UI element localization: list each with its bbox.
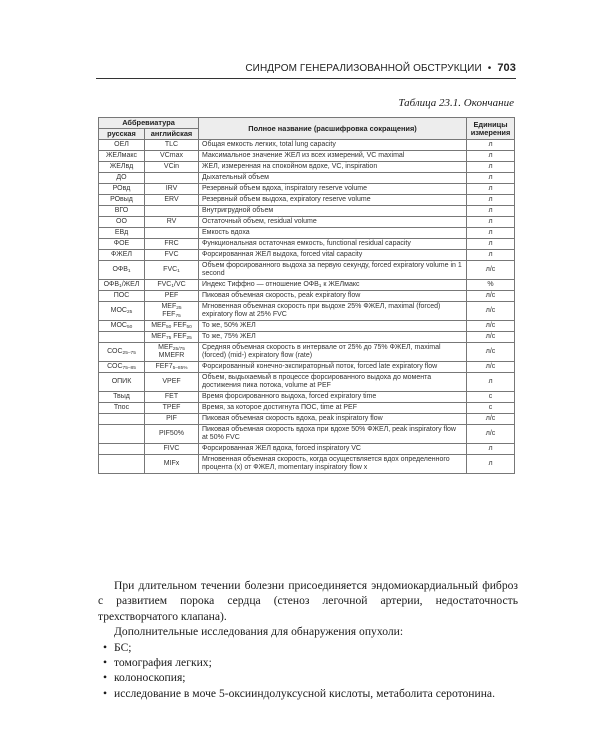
cell-russian: $СОС_{25-75}$ [99, 343, 145, 362]
cell-russian: ФОЕ [99, 239, 145, 250]
cell-unit: л/с [467, 414, 515, 425]
header-bullet: • [487, 63, 492, 74]
cell-unit: л/с [467, 302, 515, 321]
table-row [99, 280, 515, 291]
cell-full-name: Внутригрудной объем [199, 206, 467, 217]
cell-unit: л [467, 455, 515, 474]
header-abbreviation: Аббревиатура [99, 118, 199, 129]
cell-russian: ФЖЕЛ [99, 250, 145, 261]
table-row [99, 343, 515, 362]
table-row [99, 373, 515, 392]
cell-unit: л/с [467, 261, 515, 280]
table-row [99, 332, 515, 343]
cell-english [145, 206, 199, 217]
table-row [99, 195, 515, 206]
list-item: • томография легких; [103, 656, 212, 670]
header-units: Единицы измерения [467, 118, 515, 140]
cell-full-name: Объем, выдыхаемый в процессе форсированного выдоха до момента достижения пика потока, volume at PEF [199, 373, 467, 392]
cell-full-name: Дыхательный объем [199, 173, 467, 184]
cell-unit: л/с [467, 425, 515, 444]
cell-russian: $ОФВ_1$/ЖЕЛ [99, 280, 145, 291]
table-row [99, 228, 515, 239]
cell-full-name: Резервный объем вдоха, inspiratory reserve volume [199, 184, 467, 195]
cell-russian: ВГО [99, 206, 145, 217]
cell-unit: л [467, 373, 515, 392]
cell-unit: л/с [467, 291, 515, 302]
cell-english: $FVC_1$ [145, 261, 199, 280]
list-item: • исследование в моче 5-оксииндолуксусной кислоты, метаболита серотонина. [103, 686, 495, 700]
table-row [99, 362, 515, 373]
cell-english: $MEF_{50}$ $FEF_{50}$ [145, 321, 199, 332]
cell-english: TLC [145, 140, 199, 151]
cell-english: FET [145, 392, 199, 403]
cell-russian: ЖЕЛмакс [99, 151, 145, 162]
cell-full-name: Пиковая объемная скорость вдоха, peak inspiratory flow [199, 414, 467, 425]
table-row [99, 392, 515, 403]
header-rule [96, 78, 516, 79]
table-row [99, 261, 515, 280]
cell-russian: РОвыд [99, 195, 145, 206]
cell-russian: ЕВд [99, 228, 145, 239]
cell-full-name: Время, за которое достигнута ПОС, time at PEF [199, 403, 467, 414]
cell-unit: с [467, 392, 515, 403]
cell-english: $MEF_{25/75}$ MMEFR [145, 343, 199, 362]
cell-full-name: Максимальное значение ЖЕЛ из всех измерений, VC maximal [199, 151, 467, 162]
cell-english: VPEF [145, 373, 199, 392]
cell-russian: ДО [99, 173, 145, 184]
cell-russian: $СОС_{75-85}$ [99, 362, 145, 373]
table-row [99, 425, 515, 444]
cell-english: PEF [145, 291, 199, 302]
cell-full-name: Мгновенная объемная скорость при выдохе 25% ФЖЕЛ, maximal (forced) expiratory flow at 25% FVC [199, 302, 467, 321]
table-caption: Таблица 23.1. Окончание [398, 97, 514, 109]
cell-russian [99, 414, 145, 425]
cell-unit: л/с [467, 362, 515, 373]
cell-full-name: Пиковая объемная скорость, peak expiratory flow [199, 291, 467, 302]
cell-english: $MEF_{75}$ $FEF_{25}$ [145, 332, 199, 343]
cell-russian: ЖЕЛвд [99, 162, 145, 173]
abbreviation-table [98, 117, 515, 474]
table-row [99, 184, 515, 195]
cell-english: PIF [145, 414, 199, 425]
cell-english: $FVC_1/VC$ [145, 280, 199, 291]
header-english: английская [145, 129, 199, 140]
cell-full-name: Объем форсированного выдоха за первую секунду, forced expiratory volume in 1 second [199, 261, 467, 280]
cell-russian: ПОС [99, 291, 145, 302]
cell-russian [99, 455, 145, 474]
cell-unit: с [467, 403, 515, 414]
cell-russian: $ОФВ_1$ [99, 261, 145, 280]
cell-unit: л [467, 206, 515, 217]
cell-full-name: Время форсированного выдоха, forced expiratory time [199, 392, 467, 403]
cell-unit: л [467, 250, 515, 261]
cell-english: $FEF7_{5-85\%}$ [145, 362, 199, 373]
paragraph: Дополнительные исследования для обнаружения опухоли: [114, 625, 404, 639]
cell-english [145, 228, 199, 239]
cell-full-name: ЖЕЛ, измеренная на спокойном вдохе, VC, inspiration [199, 162, 467, 173]
cell-full-name: Форсированная ЖЕЛ вдоха, forced inspiratory VC [199, 444, 467, 455]
table-row [99, 250, 515, 261]
table-row [99, 162, 515, 173]
cell-english: ERV [145, 195, 199, 206]
bullet-mark: • [103, 686, 108, 700]
cell-unit: л [467, 173, 515, 184]
cell-unit: л [467, 228, 515, 239]
cell-english: $MEF_{25}$ $FEF_{75}$ [145, 302, 199, 321]
cell-full-name: Общая емкость легких, total lung capacity [199, 140, 467, 151]
table-row [99, 444, 515, 455]
cell-unit: л [467, 444, 515, 455]
cell-unit: л [467, 151, 515, 162]
cell-russian: $МОС_{50}$ [99, 321, 145, 332]
cell-full-name: Индекс Тиффно — отношение $ОФВ_1$ к ЖЕЛмакс [199, 280, 467, 291]
cell-russian: $МОС_{25}$ [99, 302, 145, 321]
cell-russian: ОО [99, 217, 145, 228]
cell-unit: % [467, 280, 515, 291]
cell-english: VCmax [145, 151, 199, 162]
bullet-mark: • [103, 640, 108, 654]
cell-english [145, 173, 199, 184]
cell-unit: л [467, 140, 515, 151]
table-row [99, 291, 515, 302]
cell-english: RV [145, 217, 199, 228]
cell-english: IRV [145, 184, 199, 195]
cell-full-name: Остаточный объем, residual volume [199, 217, 467, 228]
bullet-mark: • [103, 671, 108, 685]
cell-full-name: Мгновенная объемная скорость, когда осуществляется вдох определенного процента (x) от ФЖЕЛ, momentary inspiratory flow x [199, 455, 467, 474]
cell-unit: л [467, 184, 515, 195]
table-body [99, 140, 515, 474]
table-row [99, 217, 515, 228]
cell-full-name: То же, 50% ЖЕЛ [199, 321, 467, 332]
table-row [99, 239, 515, 250]
cell-english: PIF50% [145, 425, 199, 444]
cell-unit: л [467, 162, 515, 173]
table-row [99, 321, 515, 332]
cell-russian: Твыд [99, 392, 145, 403]
table-row [99, 206, 515, 217]
cell-russian [99, 444, 145, 455]
header-title: СИНДРОМ ГЕНЕРАЛИЗОВАННОЙ ОБСТРУКЦИИ [245, 63, 482, 74]
cell-full-name: То же, 75% ЖЕЛ [199, 332, 467, 343]
cell-full-name: Форсированный конечно-экспираторный поток, forced late expiratory flow [199, 362, 467, 373]
cell-russian: ОПИК [99, 373, 145, 392]
cell-full-name: Средняя объемная скорость в интервале от 25% до 75% ФЖЕЛ, maximal (forced) (mid-) expiratory flow (rate) [199, 343, 467, 362]
table-row [99, 151, 515, 162]
bullet-list [98, 640, 518, 702]
cell-unit: л [467, 195, 515, 206]
cell-full-name: Резервный объем выдоха, expiratory reserve volume [199, 195, 467, 206]
cell-unit: л/с [467, 321, 515, 332]
cell-unit: л [467, 217, 515, 228]
header-full-name: Полное название (расшифровка сокращения) [199, 118, 467, 140]
table-row [99, 403, 515, 414]
page-number: 703 [497, 62, 516, 74]
table-row [99, 140, 515, 151]
paragraph: При длительном течении болезни присоединяется эндомиокардиальный фиброз с развитием порока сердца (стеноз легочной артерии, недостаточность трехстворчатого клапана). [98, 579, 518, 623]
list-item: • БС; [103, 640, 132, 654]
cell-english: FVC [145, 250, 199, 261]
cell-russian: Тпос [99, 403, 145, 414]
cell-unit: л [467, 239, 515, 250]
body-text [98, 578, 518, 701]
cell-russian: РОвд [99, 184, 145, 195]
table-row [99, 173, 515, 184]
table-row [99, 302, 515, 321]
bullet-mark: • [103, 656, 108, 670]
cell-russian [99, 332, 145, 343]
cell-full-name: Функциональная остаточная емкость, functional residual capacity [199, 239, 467, 250]
cell-russian [99, 425, 145, 444]
table-row [99, 455, 515, 474]
cell-english: TPEF [145, 403, 199, 414]
cell-english: MIFx [145, 455, 199, 474]
cell-unit: л/с [467, 343, 515, 362]
table-row [99, 414, 515, 425]
cell-unit: л/с [467, 332, 515, 343]
cell-full-name: Пиковая объемная скорость вдоха при вдохе 50% ФЖЕЛ, peak inspiratory flow at 50% FVC [199, 425, 467, 444]
cell-english: FIVC [145, 444, 199, 455]
running-header [96, 62, 516, 76]
cell-english: VCin [145, 162, 199, 173]
cell-russian: ОЕЛ [99, 140, 145, 151]
list-item: • колоноскопия; [103, 671, 186, 685]
header-russian: русская [99, 129, 145, 140]
cell-english: FRC [145, 239, 199, 250]
cell-full-name: Форсированная ЖЕЛ выдоха, forced vital capacity [199, 250, 467, 261]
cell-full-name: Емкость вдоха [199, 228, 467, 239]
